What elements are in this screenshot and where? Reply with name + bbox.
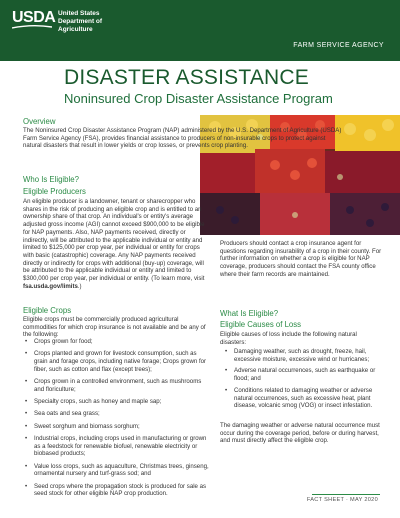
fact-sheet-footer: FACT SHEET · MAY 2020 bbox=[306, 497, 378, 503]
page-subtitle: Noninsured Crop Disaster Assistance Program bbox=[64, 91, 333, 106]
list-item: • Sweet sorghum and biomass sorghum; bbox=[23, 423, 211, 431]
list-item: • Industrial crops, including crops used in manufacturing or grown as a feedstock for renewable biofuel, renewable electricity or biobased products; bbox=[23, 435, 211, 458]
causes-footnote: The damaging weather or adverse natural occurrence must occur during the coverage period, before or during harvest, and must directly affect the eligible crop. bbox=[220, 422, 380, 445]
what-eligible-heading: What Is Eligible? bbox=[220, 309, 279, 318]
list-item: • Conditions related to damaging weather or adverse natural occurrences, such as excessive heat, plant disease, volcanic smog (VOG) or insect infestation. bbox=[225, 387, 381, 410]
eligible-crops-intro: Eligible crops must be commercially produced agricultural commodities for which crop insurance is not available and be any of the following: bbox=[23, 316, 206, 339]
list-item: • Value loss crops, such as aquaculture, Christmas trees, ginseng, ornamental nursery and turf-grass sod; and bbox=[23, 463, 211, 478]
producers-text-b: .) bbox=[77, 282, 82, 290]
usda-logo: USDA bbox=[12, 9, 56, 26]
list-item: • Damaging weather, such as drought, freeze, hail, excessive moisture, excessive wind or hurricanes; bbox=[225, 348, 381, 363]
who-eligible-heading: Who Is Eligible? bbox=[23, 175, 79, 184]
page-title: DISASTER ASSISTANCE bbox=[64, 66, 309, 89]
overview-text: The Noninsured Crop Disaster Assistance Program (NAP) administered by the U.S. Department of Agriculture (USDA) Farm Service Agency (FSA), provides financial assistance to producers of non-insurable crops to protect against natural disasters that result in lower yields or crop losses, or prevents crop planting. bbox=[23, 127, 342, 150]
causes-list bbox=[225, 348, 381, 414]
footer-divider bbox=[312, 494, 380, 495]
list-item: • Crops grown for food; bbox=[23, 338, 211, 346]
eligible-producers-heading: Eligible Producers bbox=[23, 187, 86, 196]
header-bar bbox=[0, 0, 400, 61]
eligible-crops-heading: Eligible Crops bbox=[23, 306, 72, 315]
causes-intro: Eligible causes of loss include the following natural disasters: bbox=[220, 331, 357, 346]
list-item: • Crops planted and grown for livestock consumption, such as grain and forage crops, including native forage; Crops grown for fiber, such as cotton and flax (except trees); bbox=[23, 350, 211, 373]
eligible-producers-text bbox=[23, 198, 205, 290]
producers-text-a: An eligible producer is a landowner, tenant or sharecropper who shares in the risk of producing an eligible crop and is entitled to an ownership share of that crop. An individual's or entity's average adjusted gross income (AGI) cannot exceed $900,000 to be eligible for NAP payments. Also, NAP payments received, directly or indirectly, will be attributed to the applicable individual or entity and limited to $125,000 per crop year, per individual or entity for crops with basic (catastrophic) coverage. Any NAP payments received directly or indirectly for crops with additional (buy-up) coverage, will be attributed to the applicable individual or entity and limited to $300,000 per crop year, per individual or entity. (To learn more, visit bbox=[23, 198, 205, 283]
list-item: • Specialty crops, such as honey and maple sap; bbox=[23, 398, 211, 406]
department-line-3: Agriculture bbox=[58, 26, 93, 33]
causes-of-loss-heading: Eligible Causes of Loss bbox=[220, 320, 302, 329]
department-line-2: Department of bbox=[58, 18, 103, 25]
eligible-crops-list bbox=[23, 338, 211, 503]
department-line-1: United States bbox=[58, 10, 100, 17]
list-item: • Adverse natural occurrences, such as earthquake or flood; and bbox=[225, 367, 381, 382]
list-item: • Seed crops where the propagation stock is produced for sale as seed stock for other eligible NAP crop production. bbox=[23, 483, 211, 498]
limits-link[interactable]: fsa.usda.gov/limits bbox=[23, 282, 78, 290]
list-item: • Crops grown in a controlled environment, such as mushrooms and floriculture; bbox=[23, 378, 211, 393]
list-item: • Sea oats and sea grass; bbox=[23, 410, 211, 418]
department-name bbox=[58, 10, 102, 34]
agency-name: FARM SERVICE AGENCY bbox=[293, 42, 384, 49]
insurance-agent-note: Producers should contact a crop insurance agent for questions regarding insurability of a crop in their county. For further information on whether a crop is eligible for NAP coverage, producers should contact the FSA county office where their farm records are maintained. bbox=[220, 240, 382, 278]
usda-swoosh-icon bbox=[12, 25, 52, 29]
overview-heading: Overview bbox=[23, 117, 56, 126]
